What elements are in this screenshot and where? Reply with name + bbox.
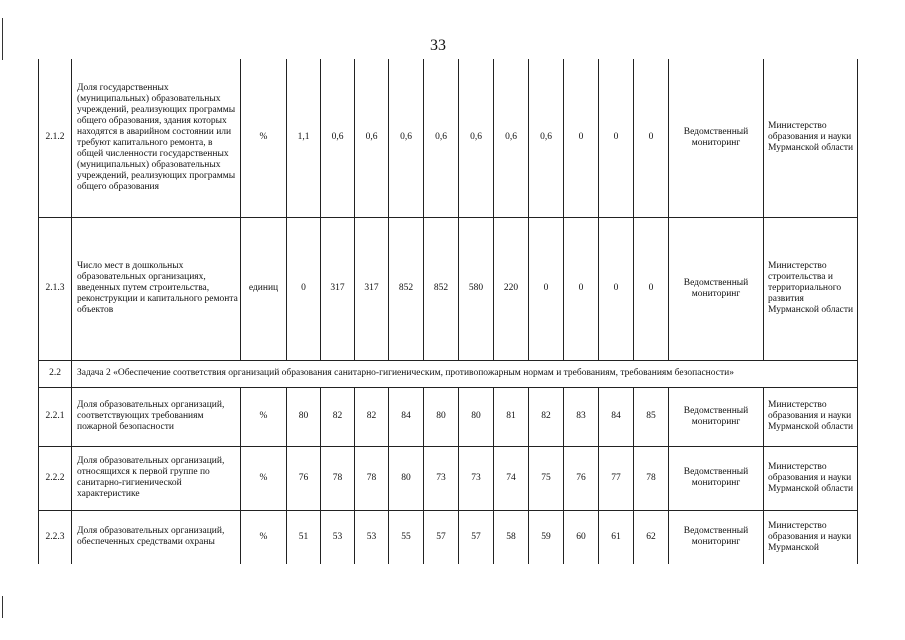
- value-cell: 220: [494, 217, 529, 360]
- data-source: Ведомственный мониторинг: [669, 387, 764, 446]
- value-cell: 75: [529, 446, 564, 510]
- value-cell: 82: [321, 387, 355, 446]
- value-cell: 53: [355, 510, 389, 564]
- responsible-body: Министерство образования и науки Мурманской области: [764, 387, 858, 446]
- row-code: 2.2.2: [39, 446, 72, 510]
- table-row: [39, 446, 858, 510]
- value-cell: 78: [321, 446, 355, 510]
- value-cell: 76: [564, 446, 599, 510]
- table-row: [39, 510, 858, 564]
- value-cell: 82: [355, 387, 389, 446]
- value-cell: 317: [355, 217, 389, 360]
- value-cell: 0: [634, 59, 669, 217]
- value-cell: 852: [424, 217, 459, 360]
- value-cell: 80: [459, 387, 494, 446]
- indicator-unit: %: [241, 387, 287, 446]
- value-cell: 80: [287, 387, 321, 446]
- value-cell: 0: [599, 217, 634, 360]
- value-cell: 580: [459, 217, 494, 360]
- indicator-unit: %: [241, 446, 287, 510]
- page-number: 33: [430, 37, 446, 54]
- value-cell: 0: [287, 217, 321, 360]
- table-row: [39, 387, 858, 446]
- value-cell: 60: [564, 510, 599, 564]
- value-cell: 80: [424, 387, 459, 446]
- row-code: 2.1.2: [39, 59, 72, 217]
- indicator-name: Доля образовательных организаций, обеспеченных средствами охраны: [72, 510, 241, 564]
- value-cell: 80: [389, 446, 424, 510]
- indicator-unit: единиц: [241, 217, 287, 360]
- value-cell: 78: [634, 446, 669, 510]
- indicator-name: Доля государственных (муниципальных) образовательных учреждений, реализующих программы общего образования, здания которых находятся в аварийном состоянии или требуют капитального ремонта, в общей численности государственных (муниципальных) образовательных учреждений, реализующих программы общего образования: [72, 59, 241, 217]
- task-title: Задача 2 «Обеспечение соответствия организаций образования санитарно-гигиеническим, противопожарным нормам и требованиям, требованиям безопасности»: [72, 360, 858, 387]
- value-cell: 57: [459, 510, 494, 564]
- row-code: 2.1.3: [39, 217, 72, 360]
- data-source: Ведомственный мониторинг: [669, 59, 764, 217]
- value-cell: 82: [529, 387, 564, 446]
- value-cell: 83: [564, 387, 599, 446]
- value-cell: 1,1: [287, 59, 321, 217]
- indicator-name: Число мест в дошкольных образовательных организациях, введенных путем строительства, реконструкции и капитального ремонта объектов: [72, 217, 241, 360]
- value-cell: 84: [389, 387, 424, 446]
- row-code: 2.2.1: [39, 387, 72, 446]
- value-cell: 73: [459, 446, 494, 510]
- row-code: 2.2: [39, 360, 72, 387]
- value-cell: 78: [355, 446, 389, 510]
- value-cell: 57: [424, 510, 459, 564]
- value-cell: 0,6: [459, 59, 494, 217]
- value-cell: 77: [599, 446, 634, 510]
- value-cell: 73: [424, 446, 459, 510]
- value-cell: 0: [529, 217, 564, 360]
- value-cell: 0,6: [424, 59, 459, 217]
- value-cell: 0,6: [494, 59, 529, 217]
- value-cell: 0: [564, 59, 599, 217]
- value-cell: 85: [634, 387, 669, 446]
- responsible-body: Министерство образования и науки Мурманской области: [764, 446, 858, 510]
- value-cell: 852: [389, 217, 424, 360]
- value-cell: 53: [321, 510, 355, 564]
- indicator-unit: %: [241, 510, 287, 564]
- value-cell: 0,6: [389, 59, 424, 217]
- value-cell: 84: [599, 387, 634, 446]
- value-cell: 61: [599, 510, 634, 564]
- data-source: Ведомственный мониторинг: [669, 446, 764, 510]
- scan-artifact: [2, 18, 3, 60]
- value-cell: 317: [321, 217, 355, 360]
- indicator-name: Доля образовательных организаций, соответствующих требованиям пожарной безопасности: [72, 387, 241, 446]
- table-row: [39, 217, 858, 360]
- value-cell: 0: [599, 59, 634, 217]
- data-source: Ведомственный мониторинг: [669, 510, 764, 564]
- responsible-body: Министерство образования и науки Мурманской области: [764, 59, 858, 217]
- row-code: 2.2.3: [39, 510, 72, 564]
- responsible-body: Министерство образования и науки Мурманской: [764, 510, 858, 564]
- value-cell: 59: [529, 510, 564, 564]
- value-cell: 62: [634, 510, 669, 564]
- indicator-unit: %: [241, 59, 287, 217]
- value-cell: 76: [287, 446, 321, 510]
- value-cell: 74: [494, 446, 529, 510]
- value-cell: 0,6: [529, 59, 564, 217]
- scan-artifact: [2, 596, 3, 618]
- task-row: [39, 360, 858, 387]
- value-cell: 55: [389, 510, 424, 564]
- value-cell: 0: [564, 217, 599, 360]
- indicator-name: Доля образовательных организаций, относящихся к первой группе по санитарно-гигиенической характеристике: [72, 446, 241, 510]
- responsible-body: Министерство строительства и территориального развития Мурманской области: [764, 217, 858, 360]
- value-cell: 0,6: [321, 59, 355, 217]
- value-cell: 0,6: [355, 59, 389, 217]
- table-row: [39, 59, 858, 217]
- value-cell: 58: [494, 510, 529, 564]
- data-source: Ведомственный мониторинг: [669, 217, 764, 360]
- indicators-table-wrap: [38, 59, 858, 564]
- indicators-table: [38, 59, 858, 564]
- value-cell: 0: [634, 217, 669, 360]
- value-cell: 81: [494, 387, 529, 446]
- value-cell: 51: [287, 510, 321, 564]
